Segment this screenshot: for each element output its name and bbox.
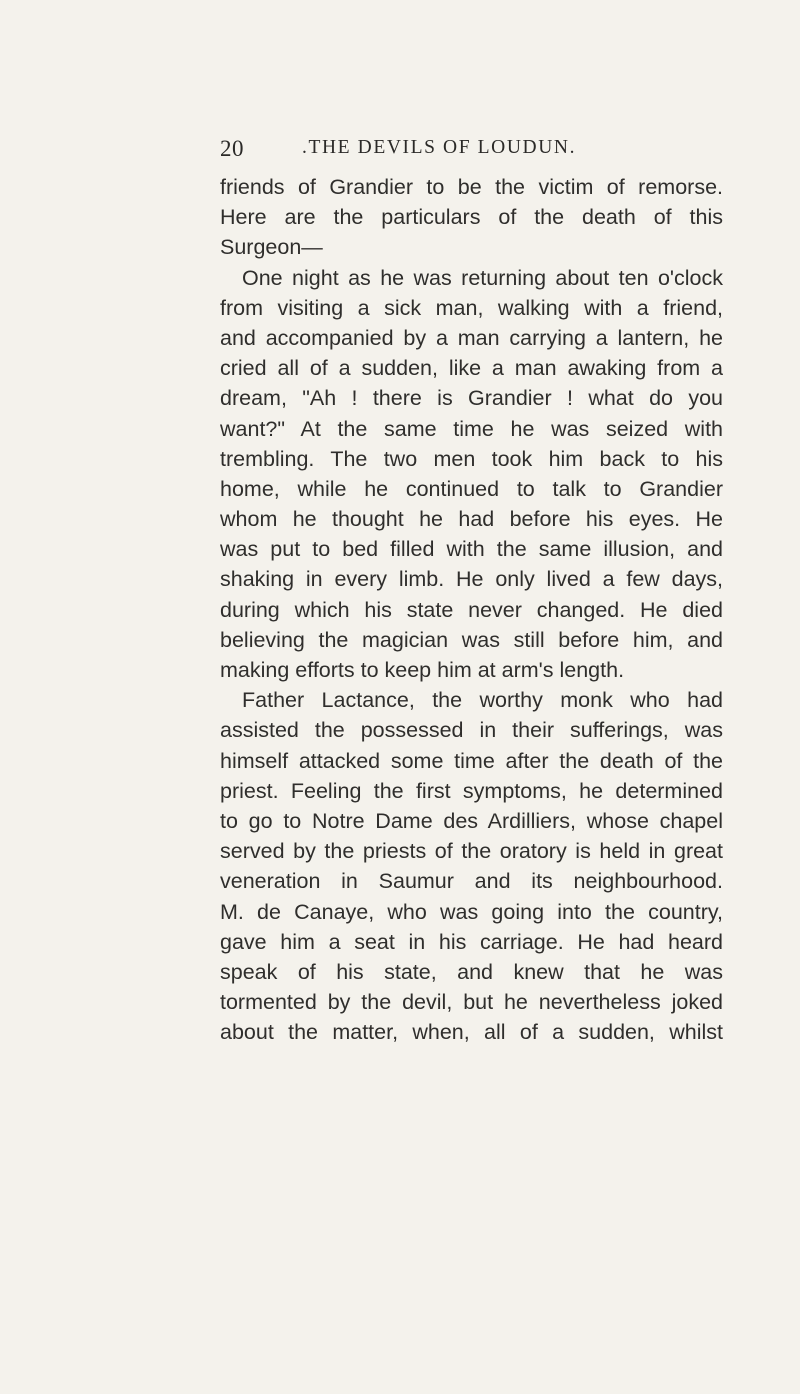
paragraph: [220, 685, 723, 1047]
text-line: gave him a seat in his carriage. He had heard: [220, 929, 723, 954]
text-line: cried all of a sudden, like a man awaking from a: [220, 356, 723, 381]
text-line: friends of Grandier to be the victim of remorse.: [220, 175, 723, 199]
text-line: Surgeon—: [220, 235, 323, 260]
page-number: 20: [220, 136, 244, 161]
text-line: Here are the particulars of the death of this: [220, 205, 723, 230]
text-line: believing the magician was still before him, and: [220, 627, 723, 652]
paragraph: [220, 172, 723, 263]
body-text: [220, 172, 723, 1047]
text-line: about the matter, when, all of a sudden, whilst: [220, 1020, 723, 1045]
text-line: himself attacked some time after the death of the: [220, 748, 723, 773]
text-line: tormented by the devil, but he nevertheless joked: [220, 990, 723, 1015]
text-line: trembling. The two men took him back to his: [220, 446, 723, 471]
text-line: to go to Notre Dame des Ardilliers, whose chapel: [220, 808, 723, 833]
text-line: Father Lactance, the worthy monk who had: [242, 688, 723, 713]
text-line: making efforts to keep him at arm's length.: [220, 658, 625, 682]
running-title: .THE DEVILS OF LOUDUN.: [302, 137, 577, 158]
text-line: want?" At the same time he was seized with: [220, 416, 723, 441]
text-line: assisted the possessed in their sufferings, was: [220, 718, 723, 743]
text-line: One night as he was returning about ten o'clock: [242, 265, 723, 290]
text-line: dream, "Ah ! there is Grandier ! what do you: [220, 386, 723, 411]
text-line: from visiting a sick man, walking with a friend,: [220, 295, 723, 320]
text-line: was put to bed filled with the same illusion, and: [220, 537, 723, 562]
text-line: whom he thought he had before his eyes. He: [220, 507, 723, 532]
page-header: [220, 136, 720, 166]
text-line: veneration in Saumur and its neighbourhood.: [220, 869, 723, 894]
text-line: speak of his state, and knew that he was: [220, 959, 723, 984]
text-line: priest. Feeling the first symptoms, he determined: [220, 778, 723, 803]
paragraph: [220, 263, 723, 686]
text-line: shaking in every limb. He only lived a few days,: [220, 567, 723, 592]
text-line: and accompanied by a man carrying a lantern, he: [220, 325, 723, 350]
text-line: served by the priests of the oratory is held in great: [220, 839, 723, 864]
text-line: home, while he continued to talk to Grandier: [220, 476, 723, 501]
text-line: M. de Canaye, who was going into the country,: [220, 899, 723, 924]
text-line: during which his state never changed. He died: [220, 597, 723, 622]
